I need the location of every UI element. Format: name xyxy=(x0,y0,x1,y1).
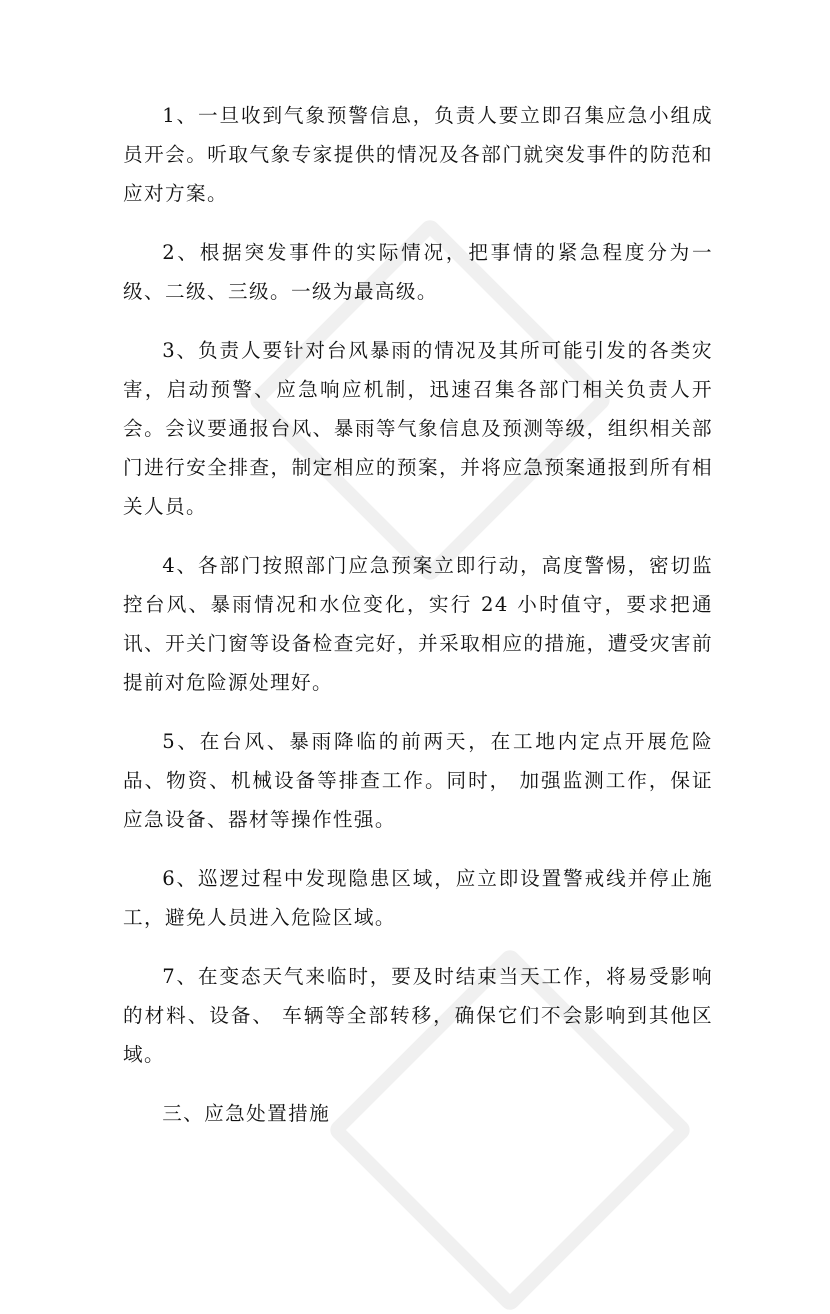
paragraph-item-7: 7、在变态天气来临时，要及时结束当天工作，将易受影响的材料、设备、 车辆等全部转移，确保它们不会影响到其他区域。 xyxy=(123,965,713,1066)
paragraph-item-3: 3、负责人要针对台风暴雨的情况及其所可能引发的各类灾害，启动预警、应急响应机制，迅速召集各部门相关负责人开会。会议要通报台风、暴雨等气象信息及预测等级，组织相关部门进行安全排查，制定相应的预案，并将应急预案通报到所有相关人员。 xyxy=(123,339,713,518)
paragraph-item-5: 5、在台风、暴雨降临的前两天，在工地内定点开展危险品、物资、机械设备等排查工作。同时， 加强监测工作，保证应急设备、器材等操作性强。 xyxy=(123,730,713,831)
paragraph-item-1: 1、一旦收到气象预警信息，负责人要立即召集应急小组成员开会。听取气象专家提供的情况及各部门就突发事件的防范和应对方案。 xyxy=(123,104,713,205)
document-body xyxy=(123,96,713,1133)
section-heading: 三、应急处置措施 xyxy=(162,1102,331,1125)
paragraph-item-6: 6、巡逻过程中发现隐患区域，应立即设置警戒线并停止施工，避免人员进入危险区域。 xyxy=(123,867,713,929)
paragraph-item-2: 2、根据突发事件的实际情况，把事情的紧急程度分为一级、二级、三级。一级为最高级。 xyxy=(123,241,713,303)
paragraph-item-4: 4、各部门按照部门应急预案立即行动，高度警惕，密切监控台风、暴雨情况和水位变化，实行 24 小时值守，要求把通讯、开关门窗等设备检查完好，并采取相应的措施，遭受灾害前提前对危险源处理好。 xyxy=(123,554,713,694)
